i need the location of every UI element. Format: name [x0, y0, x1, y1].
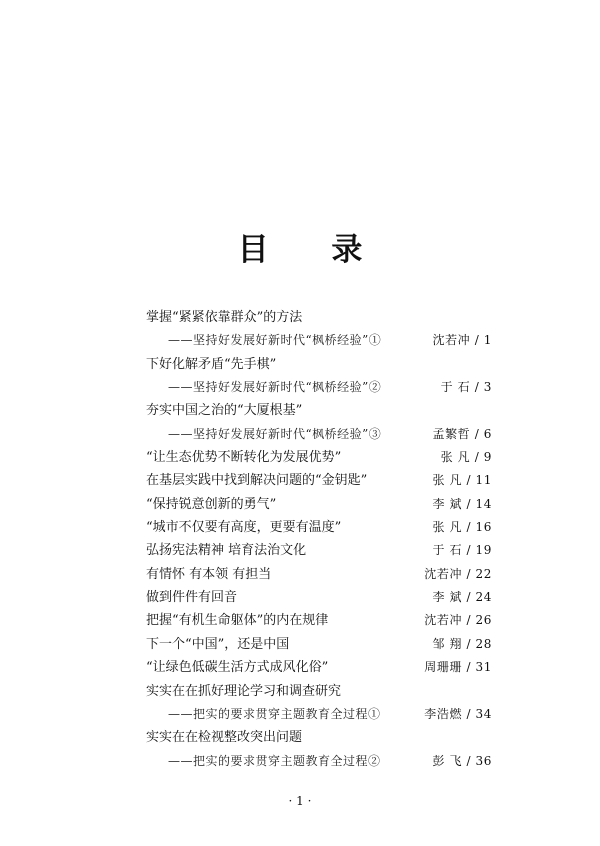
toc-entry-row — [146, 563, 492, 586]
toc-entry-row — [146, 586, 492, 609]
toc-author-page: 邹 翔 / 28 — [432, 636, 492, 651]
toc-entry-row — [146, 469, 492, 492]
toc-entry-row — [146, 656, 492, 679]
toc-subtitle-row — [146, 329, 492, 352]
toc-entry-title: 夯实中国之治的“大厦根基” — [146, 403, 303, 419]
toc-author-page: 于 石 / 3 — [440, 380, 492, 395]
toc-subtitle-row — [146, 750, 492, 773]
table-of-contents — [146, 306, 492, 773]
toc-subtitle: ——把实的要求贯穿主题教育全过程① — [168, 706, 381, 721]
toc-subtitle: ——坚持好发展好新时代“枫桥经验”② — [168, 380, 382, 395]
page-number: · 1 · — [288, 794, 312, 808]
toc-entry-row — [146, 680, 492, 703]
toc-author-page: 张 凡 / 11 — [432, 473, 492, 488]
toc-author-page: 于 石 / 19 — [432, 543, 492, 558]
toc-author-page: 沈若冲 / 26 — [424, 613, 492, 628]
toc-entry-row — [146, 306, 492, 329]
toc-entry-title: 把握“有机生命躯体”的内在规律 — [146, 613, 329, 629]
page-title: 目 录 — [237, 232, 389, 268]
toc-entry-title: “让绿色低碳生活方式成风化俗” — [146, 660, 329, 676]
toc-entry-title: 实实在在抓好理论学习和调查研究 — [146, 683, 342, 699]
toc-entry-row — [146, 353, 492, 376]
toc-subtitle-row — [146, 376, 492, 399]
toc-entry-title: “让生态优势不断转化为发展优势” — [146, 450, 342, 466]
toc-author-page: 孟繁哲 / 6 — [432, 426, 492, 441]
toc-subtitle-row — [146, 423, 492, 446]
toc-subtitle: ——把实的要求贯穿主题教育全过程② — [168, 753, 381, 768]
toc-entry-title: 做到件件有回音 — [146, 590, 238, 606]
toc-author-page: 沈若冲 / 22 — [424, 566, 492, 581]
toc-entry-title: “保持锐意创新的勇气” — [146, 496, 277, 512]
toc-entry-row — [146, 726, 492, 749]
toc-author-page: 彭 飞 / 36 — [432, 753, 492, 768]
toc-entry-title: 弘扬宪法精神 培育法治文化 — [146, 543, 307, 559]
toc-entry-row — [146, 446, 492, 469]
toc-entry-row — [146, 609, 492, 632]
toc-entry-row — [146, 516, 492, 539]
toc-author-page: 张 凡 / 9 — [440, 450, 492, 465]
toc-subtitle: ——坚持好发展好新时代“枫桥经验”① — [168, 333, 382, 348]
toc-author-page: 周珊珊 / 31 — [424, 660, 492, 675]
toc-author-page: 张 凡 / 16 — [432, 520, 492, 535]
toc-entry-title: 下好化解矛盾“先手棋” — [146, 356, 277, 372]
toc-entry-row — [146, 493, 492, 516]
toc-entry-title: 实实在在检视整改突出问题 — [146, 730, 303, 746]
toc-entry-title: 下一个“中国”，还是中国 — [146, 636, 290, 652]
toc-entry-row — [146, 399, 492, 422]
toc-author-page: 沈若冲 / 1 — [432, 333, 492, 348]
toc-entry-title: “城市不仅要有高度，更要有温度” — [146, 520, 342, 536]
toc-entry-row — [146, 539, 492, 562]
toc-entry-title: 有情怀 有本领 有担当 — [146, 566, 272, 582]
toc-entry-title: 掌握“紧紧依靠群众”的方法 — [146, 310, 303, 325]
toc-author-page: 李浩燃 / 34 — [424, 706, 492, 721]
toc-author-page: 李 斌 / 24 — [432, 590, 492, 605]
toc-subtitle-row — [146, 703, 492, 726]
toc-subtitle: ——坚持好发展好新时代“枫桥经验”③ — [168, 426, 382, 441]
toc-author-page: 李 斌 / 14 — [432, 496, 492, 511]
toc-entry-row — [146, 633, 492, 656]
toc-entry-title: 在基层实践中找到解决问题的“金钥匙” — [146, 473, 368, 489]
